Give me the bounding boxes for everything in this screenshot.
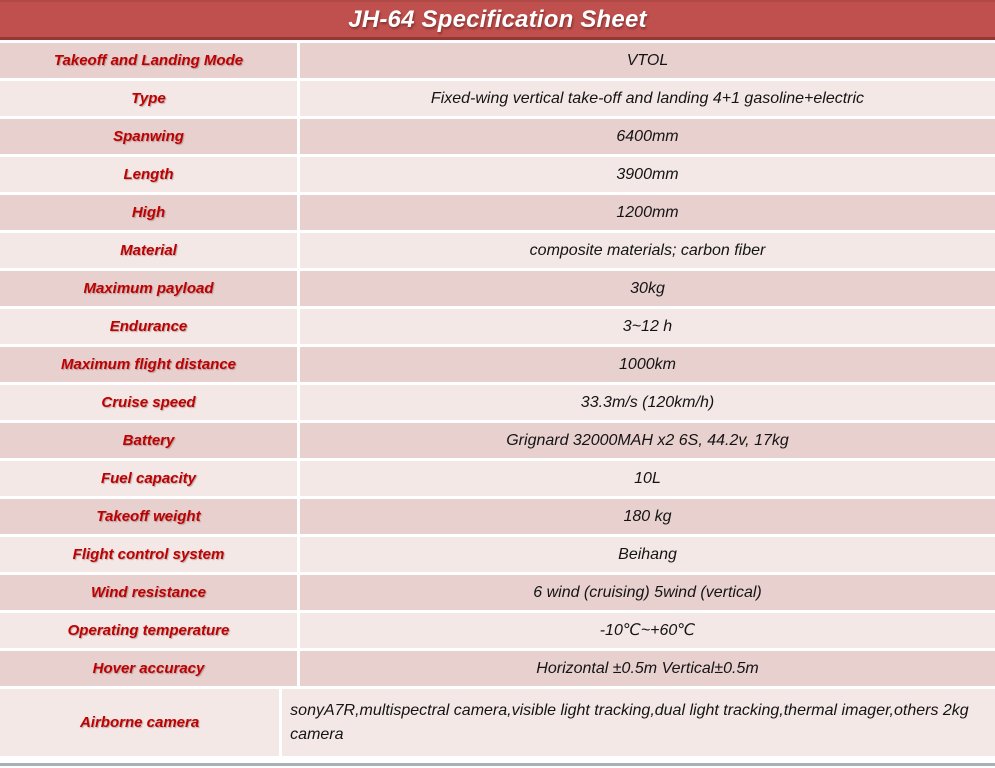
page-title: JH-64 Specification Sheet <box>348 5 647 33</box>
table-row <box>0 499 995 534</box>
spec-value-cell <box>300 157 995 192</box>
spec-value-cell <box>300 461 995 496</box>
spec-label: Battery <box>122 432 175 449</box>
table-row <box>0 157 995 192</box>
spec-value-cell <box>300 499 995 534</box>
spec-value-cell <box>300 271 995 306</box>
spec-value: Fixed-wing vertical take-off and landing 4+1 gasoline+electric <box>430 89 865 107</box>
spec-value-cell <box>300 347 995 382</box>
spec-label-cell <box>0 613 297 648</box>
spec-label-cell <box>0 43 297 78</box>
spec-value-cell <box>300 309 995 344</box>
table-row <box>0 575 995 610</box>
table-row <box>0 423 995 458</box>
spec-label: Maximum payload <box>83 280 214 297</box>
sheet-header <box>0 0 995 40</box>
spec-label-cell <box>0 575 297 610</box>
spec-label: Maximum flight distance <box>60 356 237 373</box>
spec-label-cell <box>0 119 297 154</box>
table-row <box>0 689 995 756</box>
spec-value: VTOL <box>626 51 669 69</box>
spec-label-cell <box>0 651 297 686</box>
table-row <box>0 43 995 78</box>
spec-value: Beihang <box>618 545 677 563</box>
spec-label: Type <box>131 90 166 107</box>
spec-value: 30kg <box>630 279 665 297</box>
spec-label: Material <box>120 242 177 259</box>
spec-label-cell <box>0 233 297 268</box>
table-bottom-border <box>0 759 995 768</box>
table-row <box>0 81 995 116</box>
spec-value-cell <box>300 195 995 230</box>
spec-value-cell <box>300 385 995 420</box>
spec-label-cell <box>0 157 297 192</box>
spec-table <box>0 40 995 759</box>
spec-value: 3900mm <box>616 165 679 183</box>
spec-value: 3~12 h <box>622 317 673 335</box>
spec-label: Cruise speed <box>101 394 196 411</box>
spec-label-cell <box>0 689 279 756</box>
table-row <box>0 309 995 344</box>
spec-value-cell <box>300 575 995 610</box>
spec-label: Hover accuracy <box>92 660 205 677</box>
spec-value: 6 wind (cruising) 5wind (vertical) <box>533 583 762 601</box>
table-row <box>0 461 995 496</box>
spec-label-cell <box>0 537 297 572</box>
spec-label: Airborne camera <box>79 714 200 731</box>
spec-label-cell <box>0 309 297 344</box>
table-row <box>0 347 995 382</box>
spec-value: 1000km <box>619 355 676 373</box>
spec-value: 33.3m/s (120km/h) <box>580 393 715 411</box>
spec-value-cell <box>282 689 995 756</box>
spec-label-cell <box>0 499 297 534</box>
spec-label-cell <box>0 195 297 230</box>
spec-value: Horizontal ±0.5m Vertical±0.5m <box>536 659 759 677</box>
table-row <box>0 651 995 686</box>
spec-value: composite materials; carbon fiber <box>529 241 766 259</box>
spec-label-cell <box>0 347 297 382</box>
spec-value-cell <box>300 81 995 116</box>
table-row <box>0 613 995 648</box>
spec-label: Wind resistance <box>91 584 206 601</box>
spec-label: Takeoff weight <box>96 508 201 525</box>
spec-label-cell <box>0 81 297 116</box>
spec-label: Flight control system <box>72 546 225 563</box>
spec-label: High <box>131 204 166 221</box>
spec-label: Operating temperature <box>67 622 230 639</box>
spec-label: Fuel capacity <box>100 470 197 487</box>
spec-label: Spanwing <box>113 128 184 145</box>
table-row <box>0 271 995 306</box>
spec-value-cell <box>300 651 995 686</box>
spec-label-cell <box>0 423 297 458</box>
table-row <box>0 233 995 268</box>
spec-value: Grignard 32000MAH x2 6S, 44.2v, 17kg <box>506 431 789 449</box>
spec-value: 6400mm <box>616 127 679 145</box>
spec-label-cell <box>0 271 297 306</box>
spec-value-cell <box>300 423 995 458</box>
spec-value-cell <box>300 233 995 268</box>
table-row <box>0 195 995 230</box>
spec-label-cell <box>0 385 297 420</box>
spec-label-cell <box>0 461 297 496</box>
spec-label: Endurance <box>109 318 188 335</box>
spec-value-cell <box>300 43 995 78</box>
spec-value-cell <box>300 613 995 648</box>
table-row <box>0 385 995 420</box>
spec-value: -10℃~+60℃ <box>599 621 696 639</box>
spec-value-cell <box>300 119 995 154</box>
spec-label: Length <box>123 166 174 183</box>
spec-value: 10L <box>634 469 661 487</box>
table-row <box>0 537 995 572</box>
spec-value: sonyA7R,multispectral camera,visible light tracking,dual light tracking,thermal imager,others 2kg camera <box>290 702 969 743</box>
spec-value: 180 kg <box>623 507 672 525</box>
table-row <box>0 119 995 154</box>
spec-label: Takeoff and Landing Mode <box>53 52 244 69</box>
spec-value-cell <box>300 537 995 572</box>
spec-value: 1200mm <box>616 203 679 221</box>
